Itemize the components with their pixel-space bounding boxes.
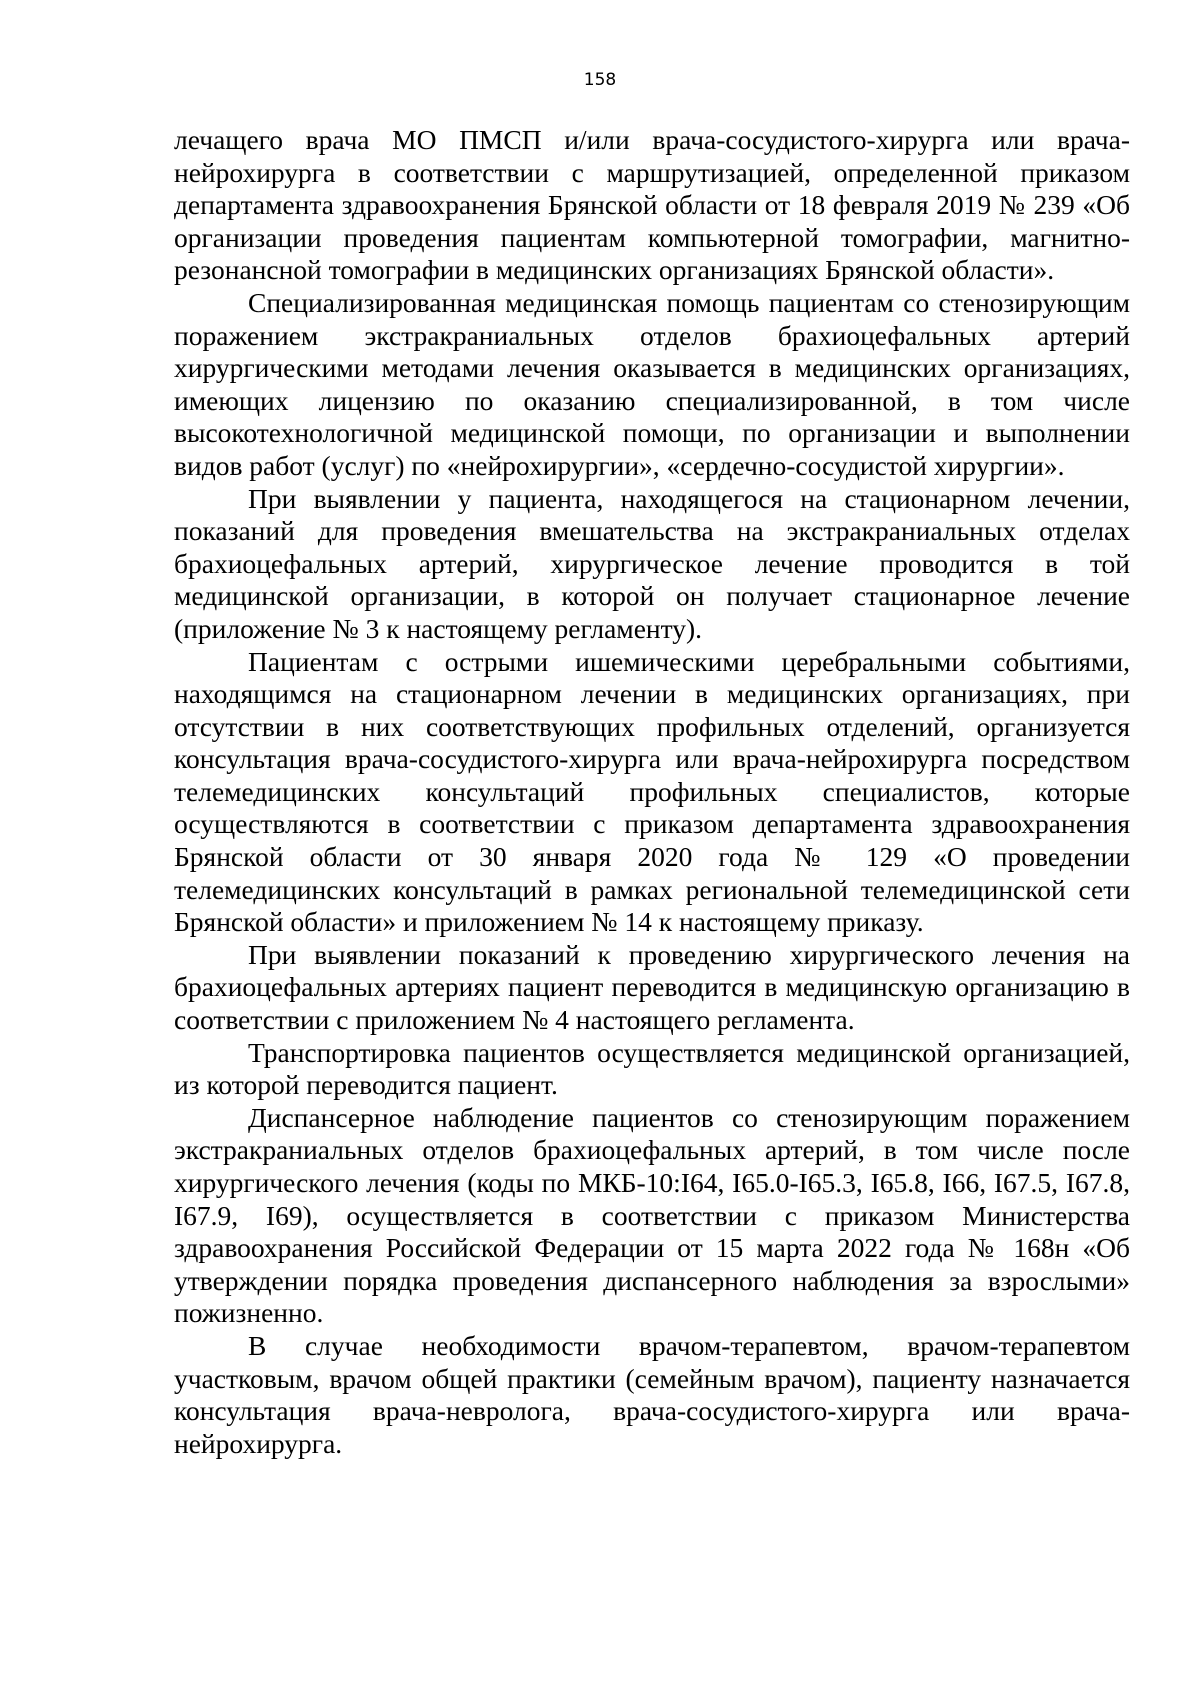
paragraph-continuation: лечащего врача МО ПМСП и/или врача-сосудистого-хирурга или врача-нейрохирурга в соответствии с маршрутизацией, определенной приказом департамента здравоохранения Брянской области от 18 февраля 2019 № 239 «Об организации проведения пациентам компьютерной томографии, магнитно-резонансной томографии в медицинских организациях Брянской области».	[174, 124, 1130, 286]
paragraph-telemedicine-consultation: Пациентам с острыми ишемическими церебральными событиями, находящимся на стационарном лечении в медицинских организациях, при отсутствии в них соответствующих профильных отделений, организуется консультация врача-сосудистого-хирурга или врача-нейрохирурга посредством телемедицинских консультаций профильных специалистов, которые осуществляются в соответствии с приказом департамента здравоохранения Брянской области от 30 января 2020 года № 129 «О проведении телемедицинских консультаций в рамках региональной телемедицинской сети Брянской области» и приложением № 14 к настоящему приказу.	[174, 645, 1130, 938]
paragraph-specialized-care: Специализированная медицинская помощь пациентам со стенозирующим поражением экстракраниальных отделов брахиоцефальных артерий хирургическими методами лечения оказывается в медицинских организациях, имеющих лицензию по оказанию специализированной, в том числе высокотехнологичной медицинской помощи, по организации и выполнении видов работ (услуг) по «нейрохирургии», «сердечно-сосудистой хирургии».	[174, 286, 1130, 481]
paragraph-patient-transfer: При выявлении показаний к проведению хирургического лечения на брахиоцефальных артериях пациент переводится в медицинскую организацию в соответствии с приложением № 4 настоящего регламента.	[174, 938, 1130, 1036]
paragraph-transportation: Транспортировка пациентов осуществляется медицинской организацией, из которой переводится пациент.	[174, 1036, 1130, 1101]
page-number: 158	[583, 70, 617, 90]
document-body	[174, 124, 1130, 1460]
paragraph-inpatient-indications: При выявлении у пациента, находящегося на стационарном лечении, показаний для проведения вмешательства на экстракраниальных отделах брахиоцефальных артерий, хирургическое лечение проводится в той медицинской организации, в которой он получает стационарное лечение (приложение № 3 к настоящему регламенту).	[174, 482, 1130, 644]
paragraph-dispensary-observation: Диспансерное наблюдение пациентов со стенозирующим поражением экстракраниальных отделов брахиоцефальных артерий, в том числе после хирургического лечения (коды по МКБ-10:I64, I65.0-I65.3, I65.8, I66, I67.5, I67.8, I67.9, I69), осуществляется в соответствии с приказом Министерства здравоохранения Российской Федерации от 15 марта 2022 года № 168н «Об утверждении порядка проведения диспансерного наблюдения за взрослыми» пожизненно.	[174, 1101, 1130, 1329]
paragraph-consultation-assignment: В случае необходимости врачом-терапевтом, врачом-терапевтом участковым, врачом общей практики (семейным врачом), пациенту назначается консультация врача-невролога, врача-сосудистого-хирурга или врача-нейрохирурга.	[174, 1329, 1130, 1459]
